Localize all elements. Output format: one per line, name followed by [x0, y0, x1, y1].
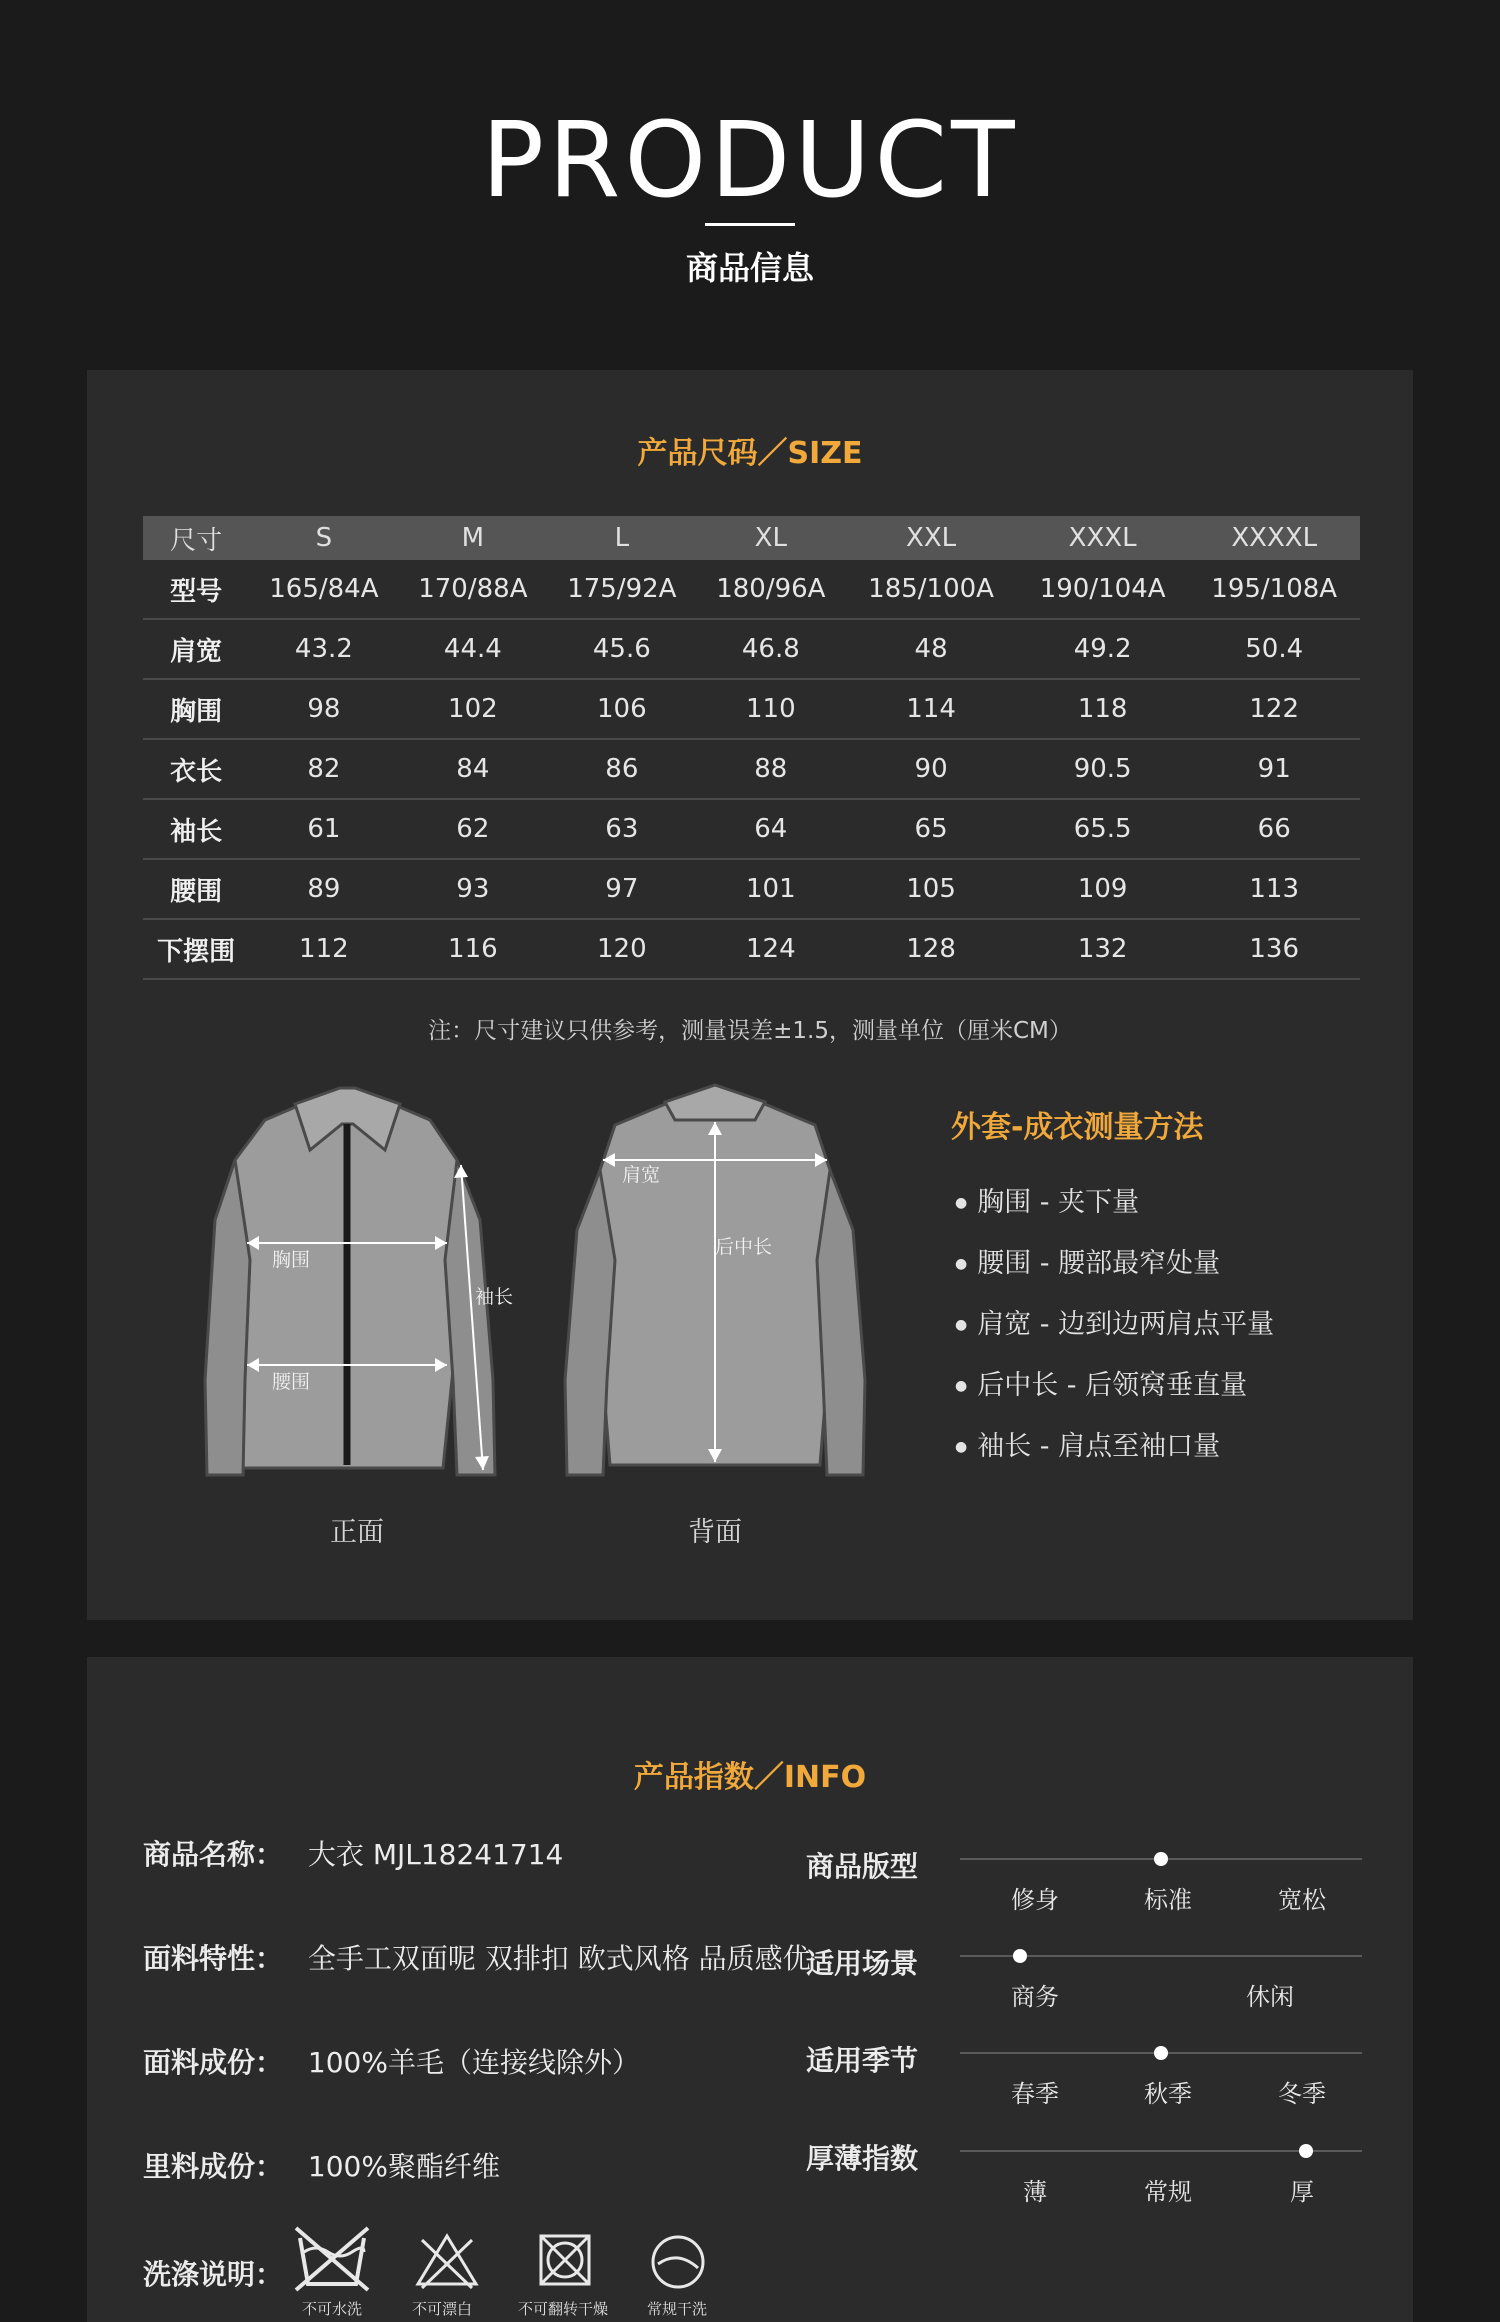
method-item: ● 胸围 - 夹下量 [955, 1180, 1139, 1219]
size-row-label: 型号 [143, 560, 249, 619]
col-header: M [398, 516, 547, 560]
size-cell: 136 [1188, 919, 1360, 979]
size-cell: 62 [398, 799, 547, 859]
col-header: 尺寸 [143, 516, 249, 560]
shoulder-diagram-label: 肩宽 [622, 1164, 661, 1186]
method-item: ● 后中长 - 后领窝垂直量 [955, 1363, 1247, 1402]
info-value: 100%羊毛（连接线除外） [307, 2046, 640, 2079]
size-cell: 116 [398, 919, 547, 979]
size-cell: 64 [696, 799, 845, 859]
size-cell: 120 [547, 919, 696, 979]
scale-label: 厚薄指数 [806, 2142, 919, 2175]
size-cell: 124 [696, 919, 845, 979]
size-cell: 190/104A [1017, 560, 1189, 619]
size-cell: 113 [1188, 859, 1360, 919]
size-table-row [143, 679, 1360, 739]
size-cell: 88 [696, 739, 845, 799]
size-cell: 66 [1188, 799, 1360, 859]
size-cell: 97 [547, 859, 696, 919]
size-cell: 112 [249, 919, 398, 979]
info-detail-row [143, 1937, 811, 1977]
info-value: 全手工双面呢 双排扣 欧式风格 品质感优 [307, 1942, 811, 1975]
no-bleach-icon [412, 2230, 482, 2290]
size-cell: 65.5 [1017, 799, 1189, 859]
method-item: ● 腰围 - 腰部最窄处量 [955, 1241, 1220, 1280]
length-diagram-label: 后中长 [715, 1236, 773, 1258]
wash-label: 洗涤说明： [143, 2258, 284, 2291]
method-item: ● 袖长 - 肩点至袖口量 [955, 1424, 1220, 1463]
size-cell: 49.2 [1017, 619, 1189, 679]
size-cell: 50.4 [1188, 619, 1360, 679]
size-row-label: 腰围 [143, 859, 249, 919]
size-cell: 175/92A [547, 560, 696, 619]
scale-option: 标准 [1144, 1886, 1192, 1914]
size-table-row [143, 560, 1360, 619]
size-note: 注：尺寸建议只供参考，测量误差±1.5，测量单位（厘米CM） [428, 1018, 1072, 1044]
size-cell: 128 [845, 919, 1017, 979]
back-jacket-diagram [555, 1080, 875, 1480]
size-table-row [143, 919, 1360, 979]
no-wash-icon [292, 2222, 372, 2294]
waist-diagram-label: 腰围 [272, 1371, 311, 1393]
scale-option: 休闲 [1246, 1983, 1294, 2011]
scale-option: 秋季 [1144, 2080, 1192, 2108]
sleeve-diagram-label: 袖长 [475, 1286, 514, 1308]
size-table-row [143, 799, 1360, 859]
size-table-header [143, 516, 1360, 560]
size-table-row [143, 739, 1360, 799]
scale-option: 薄 [1023, 2178, 1047, 2206]
front-caption: 正面 [330, 1517, 384, 1548]
size-cell: 84 [398, 739, 547, 799]
info-value: 100%聚酯纤维 [307, 2150, 500, 2183]
scale-marker [1154, 2046, 1168, 2060]
front-jacket-diagram [195, 1080, 505, 1480]
info-key: 商品名称： [143, 1838, 284, 1871]
size-cell: 180/96A [696, 560, 845, 619]
size-row-label: 衣长 [143, 739, 249, 799]
col-header: XXXL [1017, 516, 1189, 560]
info-value: 大衣 MJL18241714 [307, 1838, 564, 1871]
size-row-label: 胸围 [143, 679, 249, 739]
size-cell: 45.6 [547, 619, 696, 679]
size-cell: 43.2 [249, 619, 398, 679]
size-table-row [143, 619, 1360, 679]
size-cell: 122 [1188, 679, 1360, 739]
col-header: L [547, 516, 696, 560]
col-header: XXL [845, 516, 1017, 560]
scale-marker [1299, 2144, 1313, 2158]
size-cell: 98 [249, 679, 398, 739]
size-cell: 93 [398, 859, 547, 919]
care-label: 不可翻转干燥 [517, 2300, 608, 2318]
size-cell: 114 [845, 679, 1017, 739]
scale-marker [1154, 1852, 1168, 1866]
size-cell: 101 [696, 859, 845, 919]
scale-label: 适用季节 [806, 2044, 919, 2077]
col-header: S [249, 516, 398, 560]
info-key: 面料特性： [143, 1942, 284, 1975]
info-key: 面料成份： [143, 2046, 284, 2079]
scale-option: 修身 [1011, 1886, 1059, 1914]
size-cell: 86 [547, 739, 696, 799]
size-cell: 46.8 [696, 619, 845, 679]
size-section-title: 产品尺码／SIZE [637, 436, 863, 471]
size-cell: 132 [1017, 919, 1189, 979]
size-cell: 102 [398, 679, 547, 739]
scale-option: 冬季 [1278, 2080, 1326, 2108]
col-header: XXXXL [1188, 516, 1360, 560]
info-key: 里料成份： [143, 2150, 284, 2183]
size-cell: 65 [845, 799, 1017, 859]
size-cell: 48 [845, 619, 1017, 679]
scale-option: 宽松 [1278, 1886, 1326, 1914]
size-cell: 109 [1017, 859, 1189, 919]
size-row-label: 袖长 [143, 799, 249, 859]
size-cell: 61 [249, 799, 398, 859]
size-cell: 170/88A [398, 560, 547, 619]
method-item: ● 肩宽 - 边到边两肩点平量 [955, 1302, 1274, 1341]
info-detail-row [143, 2041, 640, 2081]
size-table-row [143, 859, 1360, 919]
scale-label: 商品版型 [806, 1850, 919, 1883]
dry-clean-icon [648, 2232, 708, 2292]
col-header: XL [696, 516, 845, 560]
size-cell: 90.5 [1017, 739, 1189, 799]
size-cell: 185/100A [845, 560, 1017, 619]
scale-label: 适用场景 [806, 1947, 919, 1980]
size-row-label: 肩宽 [143, 619, 249, 679]
size-cell: 44.4 [398, 619, 547, 679]
size-cell: 110 [696, 679, 845, 739]
size-cell: 118 [1017, 679, 1189, 739]
size-cell: 89 [249, 859, 398, 919]
info-section-title: 产品指数／INFO [633, 1760, 867, 1795]
care-label: 常规干洗 [646, 2300, 707, 2318]
info-detail-row [143, 1833, 563, 1873]
page-title: PRODUCT [481, 99, 1019, 221]
back-caption: 背面 [688, 1517, 742, 1548]
page-subtitle: 商品信息 [685, 249, 814, 287]
size-cell: 165/84A [249, 560, 398, 619]
size-row-label: 下摆围 [143, 919, 249, 979]
scale-option: 春季 [1011, 2080, 1059, 2108]
care-label: 不可水洗 [301, 2300, 362, 2318]
info-detail-row [143, 2145, 500, 2185]
scale-option: 商务 [1011, 1983, 1059, 2011]
size-table [143, 516, 1360, 980]
size-cell: 90 [845, 739, 1017, 799]
scale-option: 常规 [1144, 2178, 1192, 2206]
no-tumble-dry-icon [535, 2230, 595, 2290]
scale-option: 厚 [1290, 2178, 1314, 2206]
size-cell: 82 [249, 739, 398, 799]
size-cell: 105 [845, 859, 1017, 919]
title-divider [705, 223, 795, 226]
size-cell: 195/108A [1188, 560, 1360, 619]
chest-diagram-label: 胸围 [272, 1249, 311, 1271]
method-title: 外套-成衣测量方法 [951, 1110, 1204, 1145]
size-cell: 91 [1188, 739, 1360, 799]
care-label: 不可漂白 [411, 2300, 472, 2318]
size-cell: 63 [547, 799, 696, 859]
size-cell: 106 [547, 679, 696, 739]
